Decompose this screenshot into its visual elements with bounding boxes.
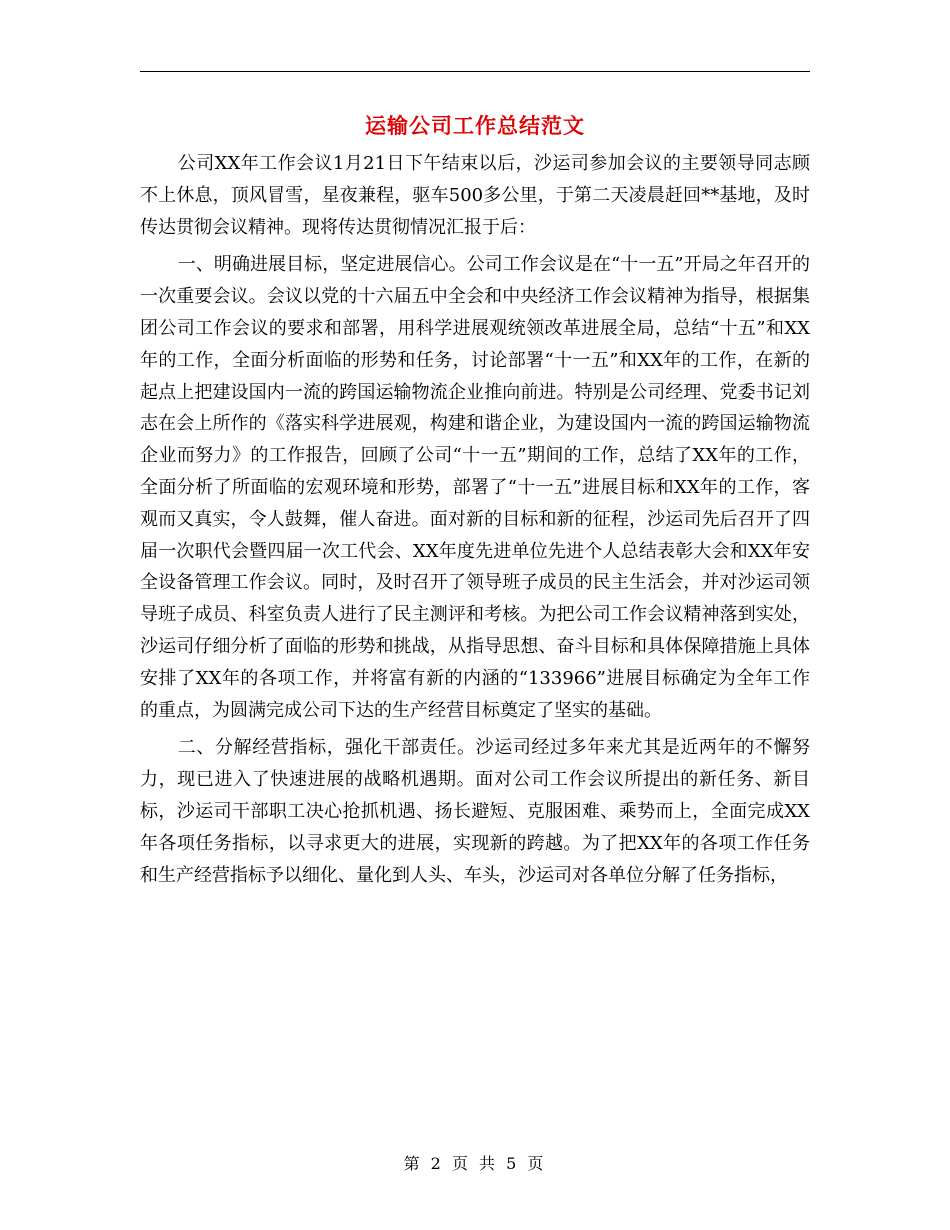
paragraph-section-1: 一、明确进展目标，坚定进展信心。公司工作会议是在“十一五”开局之年召开的一次重要会议。会议以党的十六届五中全会和中央经济工作会议精神为指导，根据集团公司工作会议的要求和部署，用科学进展观统领改革进展全局，总结“十五”和XX年的工作，全面分析面临的形势和任务，讨论部署“十一五”和XX年的工作，在新的起点上把建设国内一流的跨国运输物流企业推向前进。特别是公司经理、党委书记刘志在会上所作的《落实科学进展观，构建和谐企业，为建设国内一流的跨国运输物流企业而努力》的工作报告，回顾了公司“十一五”期间的工作，总结了XX年的工作，全面分析了所面临的宏观环境和形势，部署了“十一五”进展目标和XX年的工作，客观而又真实，令人鼓舞，催人奋进。面对新的目标和新的征程，沙运司先后召开了四届一次职代会暨四届一次工代会、XX年度先进单位先进个人总结表彰大会和XX年安全设备管理工作会议。同时，及时召开了领导班子成员的民主生活会，并对沙运司领导班子成员、科室负责人进行了民主测评和考核。为把公司工作会议精神落到实处，沙运司仔细分析了面临的形势和挑战，从指导思想、奋斗目标和具体保障措施上具体安排了XX年的各项工作，并将富有新的内涵的“133966”进展目标确定为全年工作的重点，为圆满完成公司下达的生产经营目标奠定了坚实的基础。 xyxy=(140,254,810,721)
paragraph-section-2: 二、分解经营指标，强化干部责任。沙运司经过多年来尤其是近两年的不懈努力，现已进入了快速进展的战略机遇期。面对公司工作会议所提出的新任务、新目标，沙运司干部职工决心抢抓机遇、扬长避短、克服困难、乘势而上，全面完成XX年各项任务指标，以寻求更大的进展，实现新的跨越。为了把XX年的各项工作任务和生产经营指标予以细化、量化到人头、车头，沙运司对各单位分解了任务指标， xyxy=(140,737,810,886)
document-title: 运输公司工作总结范文 xyxy=(365,113,585,138)
document-body xyxy=(140,148,810,891)
paragraph-intro: 公司XX年工作会议1月21日下午结束以后，沙运司参加会议的主要领导同志顾不上休息，顶风冒雪，星夜兼程，驱车500多公里，于第二天凌晨赶回**基地，及时传达贯彻会议精神。现将传达贯彻情况汇报于后： xyxy=(140,153,810,238)
header-rule xyxy=(140,71,810,72)
page-number-footer: 第 2 页 共 5 页 xyxy=(403,1154,547,1173)
